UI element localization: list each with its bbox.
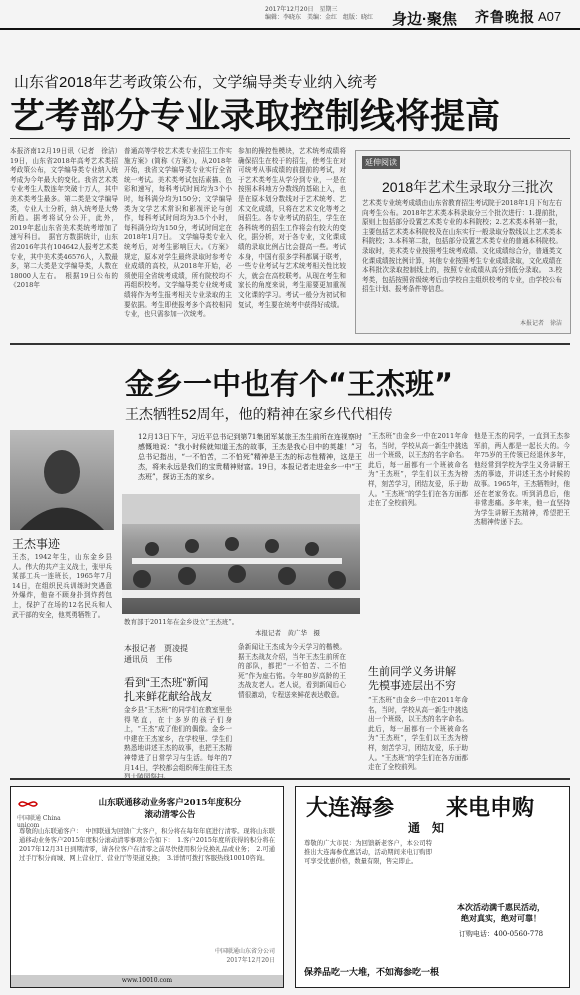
ad-title-left: 大连海参 — [306, 796, 395, 821]
section-title: 身边·聚焦 — [392, 11, 457, 28]
unicom-logo — [17, 797, 61, 829]
ad-title-right: 来电申购 — [446, 796, 535, 821]
story2-subheadline: 王杰牺牲52周年，他的精神在家乡代代相传 — [125, 406, 393, 422]
story2-lead: 12月13日下午，习近平总书记到第71集团军某旅王杰生前所在连视察时感慨地说：“我小时候就知道王杰的故事，王杰是我心目中的英雄！”习总书记指出，“一不怕苦，二不怕死”精神是王杰的标志性精神，这是王杰，将来永远是我们的宝贵精神财富。19日，本报记者走进金乡一中“王杰班”，探访王杰的家乡。 — [138, 433, 362, 481]
portrait-caption: 王杰事迹 — [12, 537, 61, 551]
ad-footer: 保养品吃一大堆，不如海参吃一根 — [304, 968, 440, 978]
sidebar-byline: 本报记者 徐洁 — [519, 320, 562, 327]
ad-gift-title: 本次活动满千惠民活动， 绝对真实，绝对可靠！ — [457, 902, 545, 923]
portrait-text: 王杰，1942年生，山东金乡县人。伟大的共产主义战士，张甲兵某部工兵一连班长，1965年7月14日，在组织民兵训练时突遇意外爆炸，他奋不顾身扑到炸药包上，保护了在场的12名民兵和人武干部的安全，他英勇牺牲了。 — [12, 553, 112, 619]
ad-notice: 通 知 — [408, 821, 445, 835]
story1-column-2: 普通高等学校艺术类专业招生工作实施方案》(简称《方案》)，从2018年开始，我省文学编导类专业实行全省统一考试。美术类考试包括素描、色彩和速写，每科考试时间均为3个小时，每科满分均为150分；文学编导类为文学艺术常识和影视评论与创作，每科考试时间均为3.5个小时，每科满分均为150分，考试时间定在2018年1月7日。 文学编导类专业入统考后，对考生影响巨大。《方案》规定，原本对学生最终录取时参考专业成绩的高校，从2018年开始，必须使用全省统考成绩，所有院校均不再组织校考。文学编导类专业统考成绩将作为考生报考相关专业录取的主要依据。考生即使报考多个高校相同专业，也只需参加一次统考。 — [124, 147, 232, 319]
header-rule — [0, 28, 580, 30]
story2-column-d: 他是王杰的同学，一直到王杰参军前，两人都是一起长大的。今年75岁的王传领已经退休多年，他经常到学校为学生义务讲解王杰的事迹，并讲述王杰小时候的故事。1965年，王杰牺牲时，他还在老家务农。听到消息后，他非常悲痛。多年来，他一直坚持为学生讲解王杰精神，希望把王杰精神传递下去。 — [474, 432, 570, 527]
sidebar-tag: 延伸阅读 — [362, 156, 400, 169]
photo-credit: 本报记者 黄广华 摄 — [255, 629, 320, 637]
issue-meta: 2017年12月20日 星期三 编辑：李晓东 美编：金红 组版：晓红 — [265, 6, 374, 21]
story2-subhead-2: 生前同学义务讲解 先模事迹层出不穷 — [368, 666, 456, 692]
story1-column-1: 本报济南12月19日讯（记者 徐洁）19日，山东省2018年高考艺术类招考政策公布，文学编导类专业纳入统考成为今年最大的变化。我省艺术类专业考生人数连年突破十万人，其中美术类考生最多。第二类是文学编导类，专业人士分析，纳入统考是大势所趋。据考将试分公开，此外，2019年起山东省美术类统考增加了速写科目。 据官方数据统计，山东省2016年共有104642人报考艺术类专业，其中美术类46576人，入数最多，第二大类是文学编导类，人数在18000人左右。 根据19日公布的《2018年 — [10, 147, 118, 290]
story2-column-c2: “王杰班”由金乡一中在2011年命名，当时，学校从高一新生中挑选出一个班级，以王杰的名字命名。此后，每一届都有一个班被命名为“王杰班”，学生们以王杰为榜样，刻苦学习，团结友爱，乐于助人。“王杰班”的学生们在各方面都走在了全校前列。 — [368, 696, 468, 772]
story2-column-b: 条新闻让王杰成为今天学习的楷模。据王杰战友介绍，当年王杰生前所在的部队，都把“一不怕苦、二不怕死”作为座右铭。今年80岁高龄的王杰战友老人。老人说，看到新闻后心情很激动，专程送来鲜花表达敬意。 — [238, 643, 346, 699]
story2-column-a: 金乡县“王杰班”的同学们在教室里坐得笔直，在十多岁的孩子们身上，“王杰”成了他们的偶像。金乡一中建在王杰家乡，在学校里、学生们熟悉地讲述王杰的故事，也把王杰精神带进了日常学习与生活。每年的7月14日，学校都会组织师生前往王杰 — [124, 706, 232, 772]
unicom-knot-icon — [17, 797, 39, 811]
ad-hotline: 订购电话：400-0560-778 — [458, 930, 544, 938]
wangjie-portrait — [10, 430, 114, 530]
page-number: A07 — [538, 9, 562, 24]
sidebar-body: 艺术类专业统考成绩由山东省教育招生考试院于2018年1月下旬左右向考生公布。2018年艺术类本科录取分三个批次进行：1.提前批，原则上包括部分设置艺术类专业的本科院校；2.艺术类本科第一批，主要包括艺术类本科院校及在山东实行一般录取分数线以上艺术类本科院校；3.本科第二批，包括部分设置艺术类专业的普通本科院校。录取时，美术类专业按照考生统考成绩、文化成绩综合分，普通类文化课成绩按比例计算，其他专业按照考生专业成绩录取，文化成绩在本科批次录取控制线上的，按照专业成绩从高分到低分录取。 3.校考类，包括按照省级统考后由学校自主组织校考的专业，由学校公布招生计划、报考条件等信息。 — [362, 199, 562, 294]
unicom-ad-sign: 中国联通山东省分公司 2017年12月20日 — [214, 948, 275, 964]
unicom-ad — [10, 786, 284, 988]
unicom-ad-body: 尊敬的山东联通客户： 中国联通为回馈广大客户，积分将在每年年底进行清零。现将山东联通移动业务客户2015年度积分滚动清零事项公告如下： 1.客户2015年度所获得的积分将在2017年12月31日到期清零，请各位客户在清零之前尽快使用积分兑换礼品或业务； 2.可通过手厅积分商城、网上营业厅、营业厅等渠道兑换； 3.详情可拨打客服热线10010咨询。 — [19, 828, 275, 862]
story1-headline: 艺考部分专业录取控制线将提高 — [10, 97, 501, 137]
unicom-logo-text: 中国联通 China unicom — [17, 815, 61, 829]
unicom-ad-title: 山东联通移动业务客户2015年度积分 滚动清零公告 — [98, 798, 242, 820]
story2-subhead-1: 看到“王杰班”新闻 扎来鲜花献给战友 — [124, 677, 212, 703]
classroom-scene — [122, 494, 360, 614]
ad-body: 尊敬的广大市民：为回馈新老客户，本公司特推出大连海参优惠活动，活动期间来电订购即可享受优惠价格，数量有限，售完即止。 — [304, 840, 432, 865]
headline-rule — [10, 138, 570, 139]
unicom-url: www.10010.com — [11, 975, 283, 987]
sidebar-title: 2018年艺术生录取分三批次 — [382, 179, 554, 195]
story2-reporters: 本报记者 贾凌提 通讯员 王伟 — [124, 644, 188, 664]
story2-column-c: “王杰班”由金乡一中在2011年命名，当时，学校从高一新生中挑选出一个班级，以王杰的名字命名。此后，每一届都有一个班被命名为“王杰班”，学生们以王杰为榜样，刻苦学习，团结友爱，乐于助人。“王杰班”的学生们在各方面都走在了全校前列。 — [368, 432, 468, 508]
sea-cucumber-ad — [295, 786, 570, 988]
classroom-photo — [122, 494, 360, 614]
newspaper-logo: 齐鲁晚报 — [475, 10, 535, 26]
story2-headline: 金乡一中也有个“王杰班” — [125, 367, 454, 401]
photo-caption: 教育部于2011年在金乡设立“王杰班”。 — [124, 618, 239, 626]
sidebar-box — [355, 150, 571, 334]
ad-divider — [10, 778, 570, 780]
section-divider — [10, 343, 570, 345]
story1-column-3: 参加的操控性模块，艺术统考成绩将确保招生在校于的招生，使考生在对可统考从事成绩的前提前的考试，对于艺术类考生从学分到专业，一是在按照本科地方分数线的基础上入，也是在原本划分数线对于艺术统考、艺术文化成绩，只将在艺术文化等考之间招生。各专业考试的招生，学生在各科统考的招生工作将会有较大的变化，据分析，对于各专业，文化课成绩的录取比例占比会提高一些。考试本身，中国有很多学科都属于联考，一些专业考试与艺术统考相关性比较大，就会在高校联考。从现在考生和家长的角度来说，考生需要更加重视文化课的学习。考试一般分为初试和复试，考生要在统考中获得好成绩。 — [238, 147, 346, 309]
story1-kicker: 山东省2018年艺考政策公布，文学编导类专业纳入统考 — [14, 74, 378, 91]
portrait-silhouette — [10, 430, 114, 530]
